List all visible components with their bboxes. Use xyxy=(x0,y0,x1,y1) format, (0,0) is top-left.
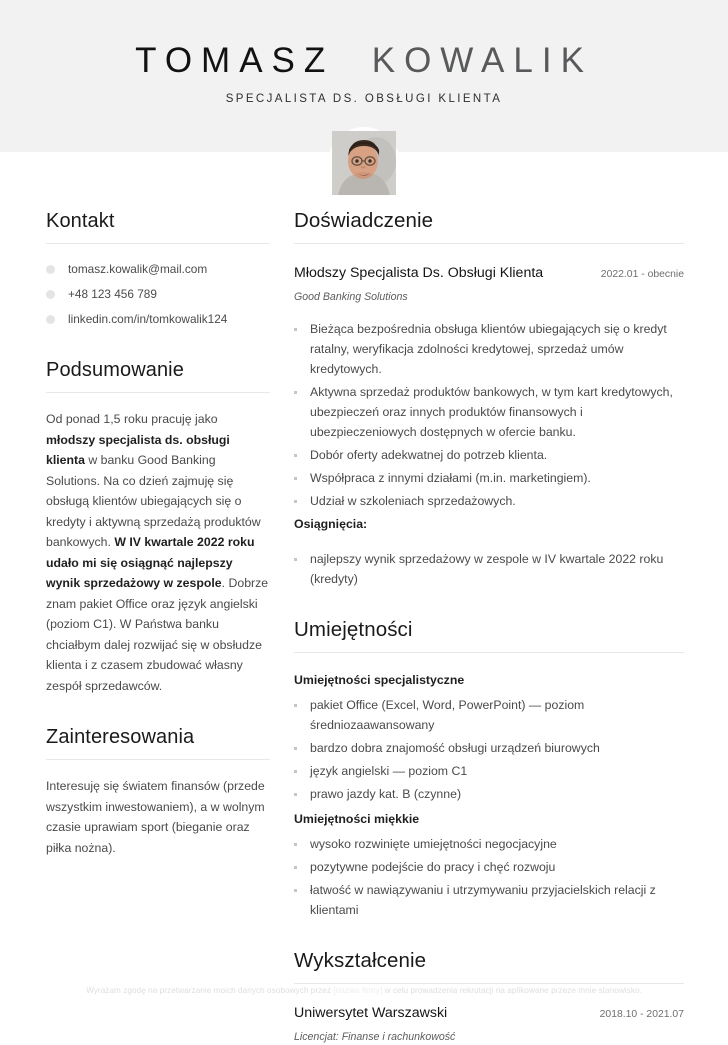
list-item-text: Dobór oferty adekwatnej do potrzeb klienta. xyxy=(310,448,548,462)
section-interests xyxy=(46,724,270,858)
square-bullet-icon xyxy=(294,500,297,503)
square-bullet-icon xyxy=(294,477,297,480)
list-item xyxy=(294,784,684,804)
list-item-text: Bieżąca bezpośrednia obsługa klientów ubiegających się o kredyt ratalny, weryfikacja zdolności kredytowej, sprzedaż umów kredytowych. xyxy=(310,322,667,376)
square-bullet-icon xyxy=(294,391,297,394)
square-bullet-icon xyxy=(294,328,297,331)
circle-icon xyxy=(46,290,55,299)
experience-entry xyxy=(294,263,684,589)
consent-text-part1: Wyrażam zgodę na przetwarzanie moich danych osobowych przez xyxy=(86,986,334,995)
circle-icon xyxy=(46,315,55,324)
interests-text: Interesuję się światem finansów (przede wszystkim inwestowaniem), a w wolnym czasie uprawiam sport (bieganie oraz piłka nożna). xyxy=(46,779,265,855)
summary-part-bold: W IV kwartale 2022 roku udało mi się osiągnąć najlepszy wynik sprzedażowy w zespole xyxy=(46,535,255,590)
section-heading-skills: Umiejętności xyxy=(294,618,413,641)
list-item xyxy=(294,549,684,589)
divider xyxy=(294,243,684,244)
education-date-range: 2018.10 - 2021.07 xyxy=(599,1009,684,1020)
skills-list xyxy=(294,834,684,920)
list-item xyxy=(294,834,684,854)
achievements-list xyxy=(294,549,684,589)
skills-group-label: Umiejętności specjalistyczne xyxy=(294,673,465,687)
list-item xyxy=(294,761,684,781)
divider xyxy=(46,759,270,760)
square-bullet-icon xyxy=(294,558,297,561)
list-item xyxy=(294,738,684,758)
list-item[interactable] xyxy=(46,261,270,277)
list-item-text: pozytywne podejście do pracy i chęć rozwoju xyxy=(310,860,556,874)
consent-footer xyxy=(0,985,728,997)
square-bullet-icon xyxy=(294,747,297,750)
left-column xyxy=(46,208,270,858)
list-item xyxy=(294,491,684,511)
list-item-text: Współpraca z innymi działami (m.in. marketingiem). xyxy=(310,471,591,485)
square-bullet-icon xyxy=(294,793,297,796)
list-item[interactable] xyxy=(46,286,270,302)
list-item xyxy=(294,319,684,379)
list-item-text: Udział w szkoleniach sprzedażowych. xyxy=(310,494,516,508)
square-bullet-icon xyxy=(294,843,297,846)
last-name: KOWALIK xyxy=(371,41,593,80)
section-summary xyxy=(46,357,270,696)
skills-group-label: Umiejętności miękkie xyxy=(294,812,420,826)
list-item[interactable] xyxy=(46,311,270,327)
square-bullet-icon xyxy=(294,889,297,892)
square-bullet-icon xyxy=(294,454,297,457)
divider xyxy=(46,392,270,393)
company-name-placeholder: [nazwa firmy] xyxy=(333,986,383,995)
summary-part: w banku Good Banking Solutions. Na co dzień zajmuję się obsługą klientów ubiegających się o kredyty i aktywną sprzedażą produktów bankowych. xyxy=(46,453,261,549)
section-contact xyxy=(46,208,270,327)
school-name: Uniwersytet Warszawski xyxy=(294,1005,448,1021)
divider xyxy=(294,983,684,984)
list-item-text: bardzo dobra znajomość obsługi urządzeń biurowych xyxy=(310,741,600,755)
right-column xyxy=(294,208,684,1045)
square-bullet-icon xyxy=(294,704,297,707)
list-item-text: Aktywna sprzedaż produktów bankowych, w tym kart kredytowych, ubezpieczeń oraz innych produktów finansowych i ubezpieczeniowych dostępnych w ofercie banku. xyxy=(310,385,673,439)
square-bullet-icon xyxy=(294,770,297,773)
list-item xyxy=(294,695,684,735)
list-item-text: język angielski — poziom C1 xyxy=(310,764,468,778)
achievements-heading: Osiągnięcia: xyxy=(294,517,368,531)
list-item xyxy=(294,382,684,442)
avatar xyxy=(328,127,400,199)
page-title xyxy=(0,40,728,82)
section-heading-education: Wykształcenie xyxy=(294,949,427,972)
list-item xyxy=(294,857,684,877)
section-heading-experience: Doświadczenie xyxy=(294,209,434,232)
responsibilities-list xyxy=(294,319,684,511)
list-item-text: pakiet Office (Excel, Word, PowerPoint) — poziom średniozaawansowany xyxy=(310,698,585,732)
job-position-title: Młodszy Specjalista Ds. Obsługi Klienta xyxy=(294,265,544,281)
list-item-text: łatwość w nawiązywaniu i utrzymywaniu przyjacielskich relacji z klientami xyxy=(310,883,656,917)
section-heading-contact: Kontakt xyxy=(46,210,115,232)
portrait-illustration xyxy=(332,131,396,195)
first-name: TOMASZ xyxy=(135,41,335,80)
divider xyxy=(46,243,270,244)
section-experience xyxy=(294,208,684,589)
consent-text-part2: w celu prowadzenia rekrutacji na aplikowane przeze mnie stanowisko. xyxy=(382,986,642,995)
section-heading-interests: Zainteresowania xyxy=(46,726,195,748)
summary-part: Od ponad 1,5 roku pracuję jako xyxy=(46,412,218,426)
contact-linkedin: linkedin.com/in/tomkowalik124 xyxy=(68,312,228,326)
list-item xyxy=(294,880,684,920)
job-date-range: 2022.01 - obecnie xyxy=(600,269,684,280)
summary-part-bold: młodszy specjalista ds. obsługi klienta xyxy=(46,432,230,467)
divider xyxy=(294,652,684,653)
section-heading-summary: Podsumowanie xyxy=(46,359,184,381)
summary-part: . Dobrze znam pakiet Office oraz język angielski (poziom C1). W Państwa banku chciałbym dalej rozwijać się w obsłudze klienta i z czasem zbudować własny zespół sprzedawców. xyxy=(46,576,269,693)
degree-name: Licencjat: Finanse i rachunkowość xyxy=(294,1031,456,1043)
list-item xyxy=(294,468,684,488)
employer-name: Good Banking Solutions xyxy=(294,291,408,303)
list-item-text: najlepszy wynik sprzedażowy w zespole w IV kwartale 2022 roku (kredyty) xyxy=(310,552,664,586)
circle-icon xyxy=(46,265,55,274)
list-item-text: wysoko rozwinięte umiejętności negocjacyjne xyxy=(310,837,557,851)
skills-group-specialist xyxy=(294,670,684,804)
job-title-subtitle: SPECJALISTA DS. OBSŁUGI KLIENTA xyxy=(225,93,503,105)
contact-phone: +48 123 456 789 xyxy=(68,287,157,301)
skills-group-soft xyxy=(294,809,684,920)
list-item xyxy=(294,445,684,465)
avatar-photo xyxy=(332,131,396,195)
square-bullet-icon xyxy=(294,866,297,869)
section-skills xyxy=(294,617,684,920)
contact-list xyxy=(46,261,270,327)
summary-text xyxy=(46,409,270,696)
education-entry xyxy=(294,1003,684,1045)
contact-email: tomasz.kowalik@mail.com xyxy=(68,262,208,276)
list-item-text: prawo jazdy kat. B (czynne) xyxy=(310,787,462,801)
entry-header xyxy=(294,1003,684,1024)
entry-header xyxy=(294,263,684,284)
skills-list xyxy=(294,695,684,804)
